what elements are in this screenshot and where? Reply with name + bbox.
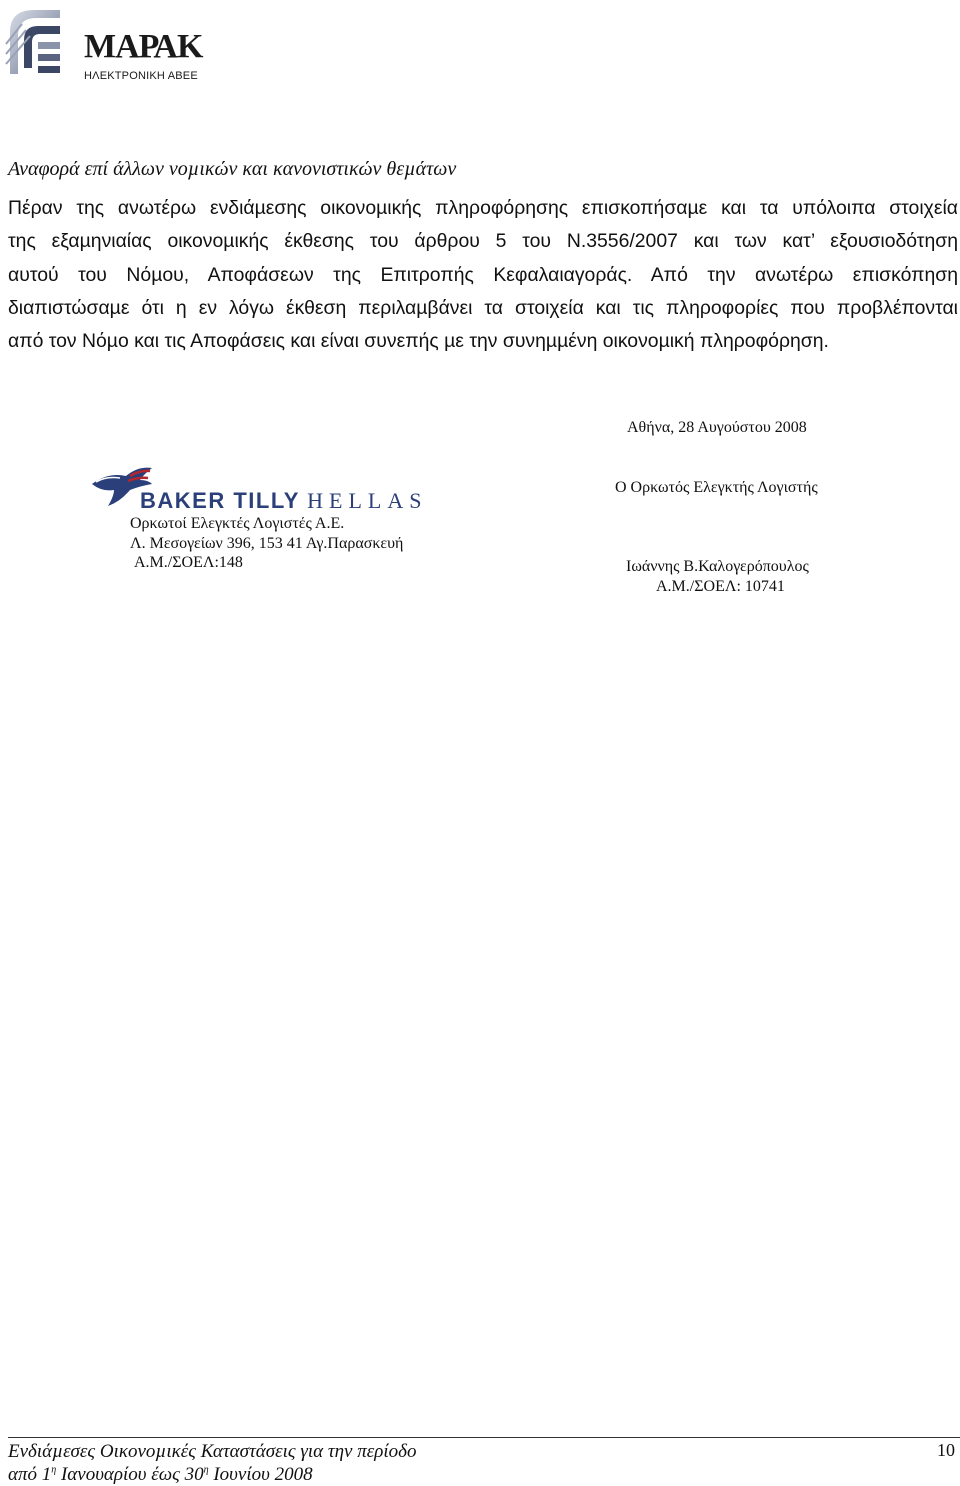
auditor-title: Ο Ορκωτός Ελεγκτής Λογιστής — [615, 479, 818, 496]
company-name: ΜΑΡΑΚ — [84, 28, 203, 65]
paragraph-line: Πέραν της ανωτέρω ενδιάµεσης οικονοµικής πληροφόρησης επισκοπήσαµε και τα υπόλοιπα στοιχεία — [8, 197, 958, 219]
footer-period-text: Ιανουαρίου έως 30 — [56, 1464, 204, 1485]
signature-date: Αθήνα, 28 Αυγούστου 2008 — [627, 419, 807, 436]
footer-superscript: η — [51, 1464, 57, 1476]
firm-logo-word1: BAKER TILLY — [140, 488, 300, 513]
page-number: 10 — [937, 1440, 955, 1460]
footer-period-text: από 1 — [8, 1464, 52, 1485]
auditor-name: Ιωάννης Β.Καλογερόπουλος — [626, 558, 809, 575]
auditor-registration: Α.Μ./ΣΟΕΛ: 10741 — [656, 578, 785, 595]
section-heading: Αναφορά επί άλλων νοµικών και κανονιστικών θεµάτων — [8, 158, 457, 180]
footer-period — [8, 1464, 313, 1486]
paragraph-line: διαπιστώσαµε ότι η εν λόγω έκθεση περιλαµβάνει τα στοιχεία και τις πληροφορίες που προβλέπονται — [8, 296, 958, 319]
firm-logo-word2: HELLAS — [307, 488, 428, 513]
firm-logo-text — [140, 488, 427, 514]
footer-divider — [8, 1437, 960, 1438]
paragraph-line: αυτού του Νόµου, Αποφάσεων της Επιτροπής Κεφαλαιαγοράς. Από την ανωτέρω επισκόπηση — [8, 263, 958, 286]
paragraph-line: από τον Νόµο και τις Αποφάσεις και είναι συνεπής µε την συνηµµένη οικονοµική πληροφόρηση. — [8, 330, 829, 353]
firm-registration: Α.Μ./ΣΟΕΛ:148 — [134, 554, 243, 571]
baker-tilly-logo — [90, 462, 426, 516]
body-paragraph — [8, 192, 958, 358]
marak-logo-icon — [4, 4, 64, 82]
company-logo — [4, 4, 204, 84]
paragraph-line: της εξαµηνιαίας οικονοµικής έκθεσης του άρθρου 5 του Ν.3556/2007 και των κατ’ εξουσιοδότηση — [8, 230, 958, 253]
company-subtitle: ΗΛΕΚΤΡΟΝΙΚΗ ΑΒΕΕ — [84, 70, 198, 82]
footer-title: Ενδιάµεσες Οικονοµικές Καταστάσεις για την περίοδο — [8, 1441, 417, 1462]
firm-name: Ορκωτοί Ελεγκτές Λογιστές Α.Ε. — [130, 515, 345, 532]
footer-period-text: Ιουνίου 2008 — [208, 1464, 313, 1485]
footer-superscript: η — [203, 1464, 209, 1476]
firm-address: Λ. Μεσογείων 396, 153 41 Αγ.Παρασκευή — [130, 535, 404, 552]
